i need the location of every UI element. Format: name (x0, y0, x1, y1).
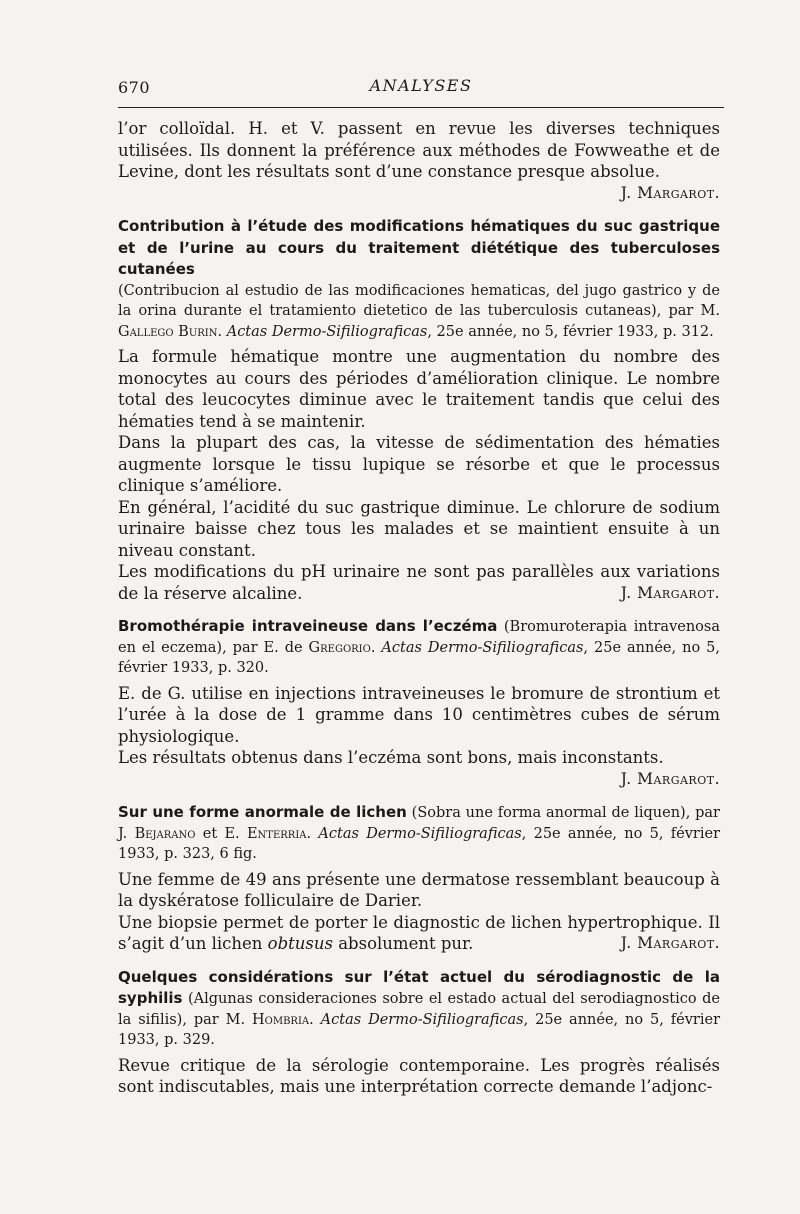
citation: , 25e année, no 5, février 1933, p. 329. (118, 1011, 721, 1048)
original-title: (Contribucion al estudio de las modificaciones hematicas, del jugo gastrico y de la orina durante el tratamiento dietetico de las tuberculosis cutaneas), par M. (118, 282, 720, 319)
article-signature: J. Margarot. (620, 934, 720, 952)
article-paragraph: E. de G. utilise en injections intraveineuses le bromure de strontium et l’urée à la dose de 1 gramme dans 10 centimètres cubes de sérum physiologique. (118, 683, 720, 746)
article-title: Contribution à l’étude des modifications hématiques du suc gastrique et de l’urine au cours du traitement diététique des tuberculoses cutanées (118, 217, 720, 278)
author-name: Hombria (251, 1011, 310, 1028)
article-reference: Quelques considérations sur l’état actuel du sérodiagnostic de la syphilis (Algunas consideraciones sobre el estado actual del serodiagnostico de la sifilis), par M. Hombria. Actas Dermo-Sifiliograficas, 25e année, no 5, février 1933, p. 329. (118, 967, 721, 1048)
header-rule (118, 107, 724, 108)
intro-continuation (118, 118, 720, 204)
journal-name: Actas Dermo-Sifiliograficas (320, 1011, 524, 1028)
author-name: Gregorio (308, 639, 371, 656)
article-reference: Bromothérapie intraveineuse dans l’eczéma (Bromuroterapia intravenosa en el eczema), par E. de Gregorio. Actas Dermo-Sifiliograficas, 25e année, no 5, février 1933, p. 320. (118, 617, 720, 676)
page-content (118, 118, 720, 1098)
journal-name: Actas Dermo-Sifiliograficas (381, 639, 584, 656)
article-paragraph: Revue critique de la sérologie contemporaine. Les progrès réalisés sont indiscutables, mais une interprétation correcte demande l’adjonc- (118, 1055, 720, 1096)
article-title: Quelques considérations sur l’état actuel du sérodiagnostic de la syphilis (118, 967, 720, 1007)
article-4 (118, 967, 720, 1098)
article-title: Bromothérapie intraveineuse dans l’eczéma (118, 617, 498, 635)
article-paragraph: En général, l’acidité du suc gastrique diminue. Le chlorure de sodium urinaire baisse chez tous les malades et se maintient ensuite à un niveau constant. (118, 497, 720, 560)
article-signature: J. Margarot. (620, 769, 720, 788)
author-name-2: Enterria (246, 825, 307, 842)
article-title: Sur une forme anormale de lichen (118, 803, 407, 821)
article-paragraph-last: Une biopsie permet de porter le diagnostic de lichen hypertrophique. Il s’agit d’un lichen obtusus absolument pur. J. Margarot. (118, 912, 720, 953)
author-name: Bejarano (134, 825, 196, 842)
article-2 (118, 616, 720, 790)
intro-signature: J. Margarot. (620, 183, 720, 202)
article-signature: J. Margarot. (620, 583, 720, 602)
article-paragraph: Les résultats obtenus dans l’eczéma sont bons, mais inconstants. (118, 748, 664, 767)
article-paragraph-last: Les modifications du pH urinaire ne sont pas parallèles aux variations de la réserve alcaline. J. Margarot. (118, 562, 720, 603)
original-title: (Bromuroterapia intravenosa en el eczema), par E. de (118, 619, 720, 656)
journal-name: Actas Dermo-Sifiliograficas (226, 323, 428, 340)
term-obtusus: obtusus (267, 934, 333, 953)
journal-name: Actas Dermo-Sifiliograficas (318, 825, 522, 842)
running-head: ANALYSES (369, 76, 473, 95)
article-paragraph: Dans la plupart des cas, la vitesse de sédimentation des hématies augmente lorsque le tissu lupique se résorbe et que le processus clinique s’améliore. (118, 433, 720, 495)
article-reference: Sur une forme anormale de lichen (Sobra une forma anormal de liquen), par J. Bejarano et E. Enterria. Actas Dermo-Sifiliograficas, 25e année, no 5, février 1933, p. 323, 6 fig. (118, 803, 721, 862)
original-title: (Algunas consideraciones sobre el estado actual del serodiagnostico de la sifilis), par M. (118, 991, 720, 1028)
page-number: 670 (118, 78, 151, 97)
page-header (118, 72, 724, 102)
citation: , 25e année, no 5, février 1933, p. 312. (427, 323, 714, 340)
article-1 (118, 216, 720, 604)
article-reference: Contribution à l’étude des modifications hématiques du suc gastrique et de l’urine au cours du traitement diététique des tuberculoses cutanées (Contribucion al estudio de las modificaciones hematicas, del jugo gastrico y de la orina durante el tratamiento dietetico de las tuberculosis cutaneas), par M. Gallego Burin. Actas Dermo-Sifiliograficas, 25e année, no 5, février 1933, p. 312. (118, 217, 720, 340)
author-name: Gallego Burin (118, 323, 218, 340)
original-title: (Sobra une forma anormal de liquen), par J. (118, 805, 720, 842)
citation: , 25e année, no 5, février 1933, p. 323, 6 fig. (118, 825, 721, 862)
article-3 (118, 802, 720, 955)
citation: , 25e année, no 5, février 1933, p. 320. (118, 639, 720, 676)
article-paragraph: La formule hématique montre une augmentation du nombre des monocytes au cours des périodes d’amélioration clinique. Le nombre total des leucocytes diminue avec le traitement tandis que celui des hématies tend à se maintenir. (118, 347, 720, 431)
article-paragraph: Une femme de 49 ans présente une dermatose ressemblant beaucoup à la dyskératose folliculaire de Darier. (118, 869, 720, 910)
intro-paragraph: l’or colloïdal. H. et V. passent en revue les diverses techniques utilisées. Ils donnent la préférence aux méthodes de Fowweathe et de Levine, dont les résultats sont d’une constance presque absolue. (118, 119, 720, 181)
